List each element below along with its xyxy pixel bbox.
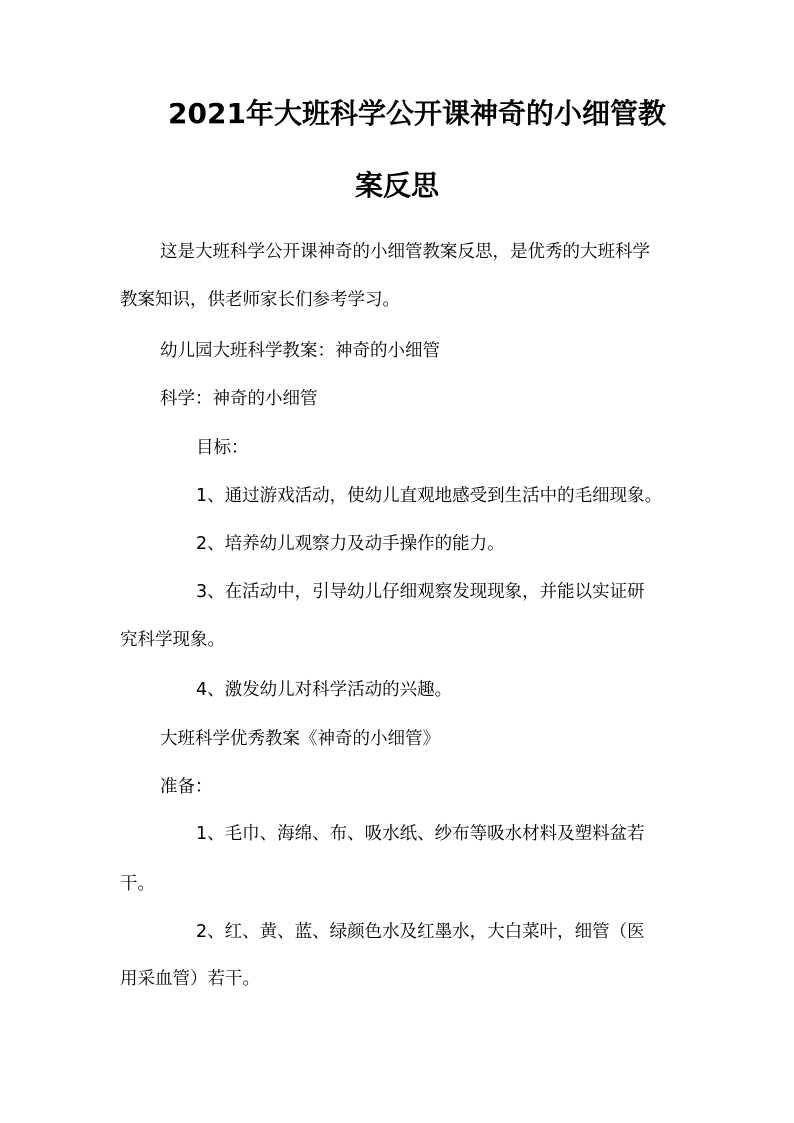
goal-item-3-line-2: 究科学现象。 bbox=[120, 630, 225, 650]
prep-item-2-line-1: 2、红、黄、蓝、绿颜色水及红墨水，大白菜叶，细管（医 bbox=[196, 922, 645, 942]
goal-item-3-line-1: 3、在活动中，引导幼儿仔细观察发现现象，并能以实证研 bbox=[196, 582, 645, 602]
subject-line: 科学：神奇的小细管 bbox=[160, 389, 318, 409]
goals-heading: 目标： bbox=[196, 438, 249, 458]
intro-paragraph-line-2: 教案知识，供老师家长们参考学习。 bbox=[120, 290, 400, 310]
preparation-heading: 准备： bbox=[160, 777, 213, 797]
document-title-line-1: 2021年大班科学公开课神奇的小细管教 bbox=[168, 97, 666, 130]
prep-item-1-line-1: 1、毛巾、海绵、布、吸水纸、纱布等吸水材料及塑料盆若 bbox=[196, 824, 645, 844]
lesson-heading: 幼儿园大班科学教案：神奇的小细管 bbox=[160, 341, 440, 361]
document-title-line-2: 案反思 bbox=[354, 169, 439, 202]
intro-paragraph-line-1: 这是大班科学公开课神奇的小细管教案反思，是优秀的大班科学 bbox=[160, 242, 650, 262]
prep-item-1-line-2: 干。 bbox=[120, 874, 155, 894]
prep-item-2-line-2: 用采血管）若干。 bbox=[120, 969, 260, 989]
goal-item-1: 1、通过游戏活动，使幼儿直观地感受到生活中的毛细现象。 bbox=[196, 486, 663, 506]
excellent-lesson-heading: 大班科学优秀教案《神奇的小细管》 bbox=[160, 729, 440, 749]
goal-item-4: 4、激发幼儿对科学活动的兴趣。 bbox=[196, 680, 453, 700]
goal-item-2: 2、培养幼儿观察力及动手操作的能力。 bbox=[196, 534, 505, 554]
